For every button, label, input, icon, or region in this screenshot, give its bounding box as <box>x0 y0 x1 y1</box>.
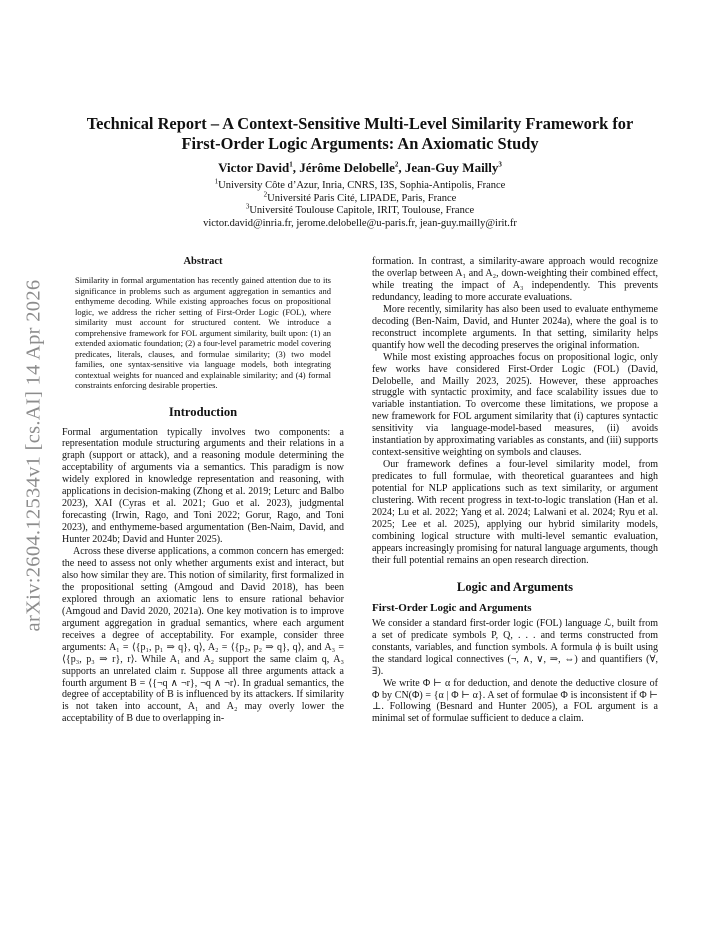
abstract-heading: Abstract <box>183 256 223 267</box>
introduction-paragraph-6: Our framework defines a four-level similarity model, from predicates to full formulae, with theoretical guarantees and high potential for NLP applications such as text similarity, or argument clustering. With recent progress in text-to-logic translation (Han et al. 2024; Lu et al. 2022; Yang et al. 2024; Lalwani et al. 2024; Ryu et al. 2025; Lee et al. 2025), applying our hybrid similarity models, combining logical structure with multi-level semantic evaluation, appears increasingly promising for natural language arguments, though their full potential remains an open research direction. <box>372 459 658 566</box>
right-column <box>372 256 658 725</box>
logic-arguments-heading: Logic and Arguments <box>456 579 574 594</box>
arxiv-identifier-stamp <box>14 240 54 670</box>
affiliation-marker: 1 <box>214 177 219 186</box>
author-emails: victor.david@inria.fr, jerome.delobelle@u-paris.fr, jean-guy.mailly@irit.fr <box>203 217 517 229</box>
introduction-paragraph-4: More recently, similarity has also been used to evaluate enthymeme decoding (Ben-Naim, David, and Hunter 2024a), where the goal is to reconstruct incomplete arguments. In that setting, similarity helps quantify how well the decoding preserves the original information. <box>372 303 658 351</box>
affiliation-line <box>60 190 660 206</box>
affiliation-text: Université Paris Cité, LIPADE, Paris, France <box>267 192 457 204</box>
affiliation-text: Université Toulouse Capitole, IRIT, Toulouse, France <box>249 205 475 217</box>
author-name: Jean-Guy Mailly <box>404 160 499 175</box>
author-separator: , <box>292 160 300 175</box>
paper-title <box>60 114 660 154</box>
author-name: Jérôme Delobelle <box>299 160 395 175</box>
affiliation-marker: 2 <box>263 190 268 199</box>
left-column <box>62 256 344 725</box>
introduction-paragraph-1: Formal argumentation typically involves two components: a representation module structuring arguments and their relations in a graph (support or attack), and a reasoning module determining the acceptability of arguments via a semantics. This paradigm is now widely explored in knowledge representation and reasoning, with applications in decision-making (Zhong et al. 2019; Leturc and Balbo 2023), XAI (Cyras et al. 2021; Guo et al. 2023), judgmental forecasting (Irwin, Rago, and Toni 2022; Gorur, Rago, and Toni 2023), and enthymeme-based argumentation (Ben-Naim, David, and Hunter 2024b; David and Hunter 2025). <box>62 426 344 546</box>
affiliation-marker: 3 <box>498 160 502 169</box>
author-list <box>60 160 660 176</box>
paper-title-line-2: First-Order Logic Arguments: An Axiomatic Study <box>181 134 539 153</box>
affiliation-marker: 1 <box>289 160 293 169</box>
author-name: Victor David <box>218 160 290 175</box>
affiliation-line <box>60 202 660 218</box>
arxiv-identifier-text: arXiv:2604.12534v1 [cs.AI] 14 Apr 2026 <box>22 279 45 631</box>
affiliation-marker: 3 <box>245 202 250 211</box>
introduction-paragraph-3: formation. In contrast, a similarity-aware approach would recognize the overlap between A₁ and A₂, down-weighting their combined effect, while treating the impact of A₃ independently. This prevents redundancy, leading to more accurate evaluations. <box>372 256 658 303</box>
introduction-heading: Introduction <box>168 404 238 419</box>
affiliation-block <box>60 177 660 230</box>
affiliation-line <box>60 177 660 193</box>
author-separator: , <box>398 160 405 175</box>
fol-subsection-heading: First-Order Logic and Arguments <box>372 601 532 614</box>
affiliation-marker: 2 <box>394 160 399 169</box>
abstract-text: Similarity in formal argumentation has recently gained attention due to its significance in problems such as argument aggregation in semantics and enthymeme decoding. While existing approaches focus on propositional logic, we address the richer setting of First-Order Logic (FOL), where similarity must account for structured content. We introduce a comprehensive framework for FOL argument similarity, built upon: (1) an extended axiomatic foundation; (2) a four-level parametric model covering predicates, literals, clauses, and formulae similarity; (3) two model families, one syntax-sensitive via language models, both integrating contextual weights for nuanced and explainable similarity; and (4) formal constraints enforcing desirable properties. <box>75 275 331 390</box>
introduction-paragraph-5: While most existing approaches focus on propositional logic, only few works have considered First-Order Logic (FOL) (David, Delobelle, and Mailly 2023, 2025). However, these approaches struggle with syntactic proximity, and face scalability issues due to variable instantiation. To overcome these limitations, we propose a new framework for FOL argument similarity that (i) captures syntactic sensitivity via language-model-based measures, (ii) avoids instantiation by approximating variables as constants, and (iii) supports context-sensitive weighting on symbols and clauses. <box>372 351 658 459</box>
affiliation-text: University Côte d’Azur, Inria, CNRS, I3S, Sophia-Antipolis, France <box>218 180 506 191</box>
fol-paragraph-2: We write Φ ⊢ α for deduction, and denote the deductive closure of Φ by CN(Φ) = {α | Φ ⊢ α}. A set of formulae Φ is inconsistent if Φ ⊢ ⊥. Following (Besnard and Hunter 2005), a FOL argument is a minimal set of formulae sufficient to deduce a claim. <box>372 677 658 725</box>
paper-title-line-1: Technical Report – A Context-Sensitive Multi-Level Similarity Framework for <box>86 114 634 133</box>
fol-paragraph-1: We consider a standard first-order logic (FOL) language ℒ, built from a set of predicate symbols P, Q, . . . and terms constructed from constants, variables, and function symbols. A formula ϕ is built using the standard logical connectives (¬, ∧, ∨, ⇒, ⇔) and quantifiers (∀, ∃). <box>372 617 658 677</box>
introduction-paragraph-2: Across these diverse applications, a common concern has emerged: the need to assess not only whether arguments exist and interact, but also how similar they are. This notion of similarity, first formalized in the propositional setting (Amgoud and David 2018), has been explored through an axiomatic lens to ensure rational behavior (Amgoud and David 2020, 2021a). One key motivation is to improve argument aggregation in gradual semantics, where each argument receives a degree of acceptability. For example, consider three arguments: A₁ = ⟨{p₁, p₁ ⇒ q}, q⟩, A₂ = ⟨{p₂, p₂ ⇒ q}, q⟩, and A₃ = ⟨{p₃, p₃ ⇒ r}, r⟩. While A₁ and A₂ support the same claim q, A₃ supports an unrelated claim r. Suppose all three arguments attack a fourth argument B = ⟨{¬q ∧ ¬r}, ¬q ∧ ¬r⟩. In gradual semantics, the degree of acceptability of B is influenced by its attackers. If similarity is not taken into account, A₁ and A₂ may overly lower the acceptability of B due to overlapping in- <box>62 546 344 725</box>
